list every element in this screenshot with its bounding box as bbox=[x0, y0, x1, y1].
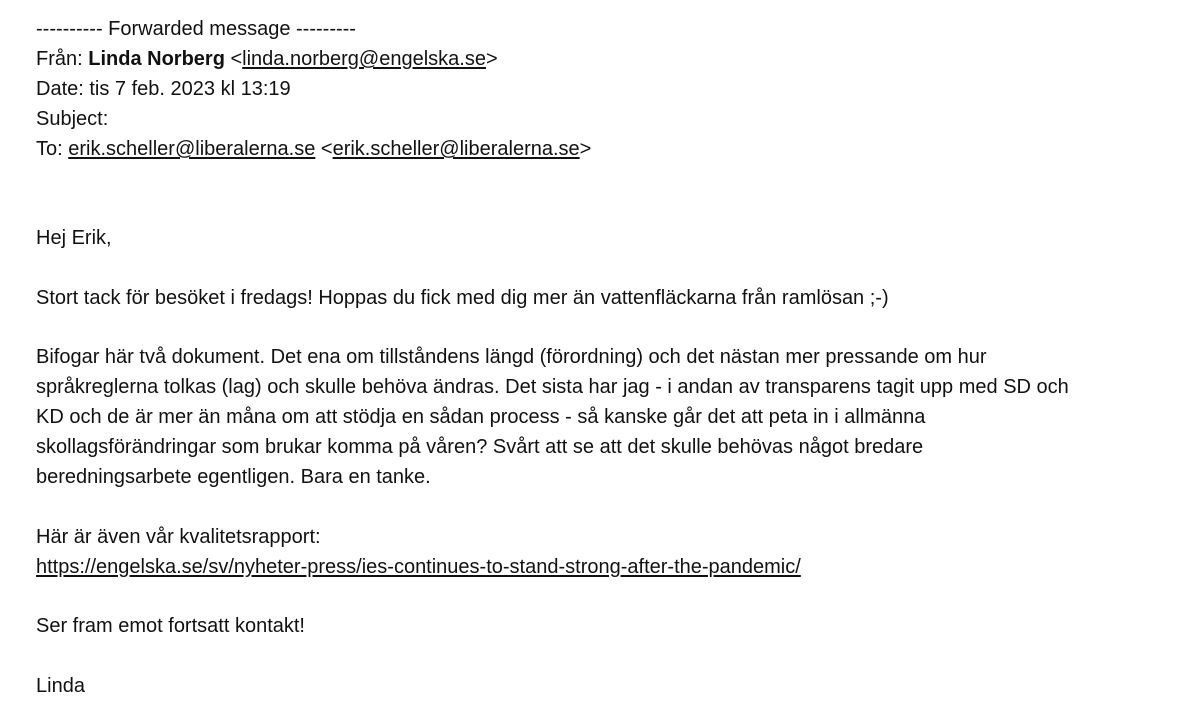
from-close-bracket: > bbox=[485, 48, 498, 70]
paragraph-thanks: Stort tack för besöket i fredags! Hoppas du fick med dig mer än vattenfläckarna från ramlösan ;-) bbox=[36, 287, 889, 309]
paragraph-line: språkreglerna tolkas (lag) och skulle behöva ändras. Det sista har jag - i andan av transparens tagit upp med SD och bbox=[36, 376, 1069, 398]
subject-label: Subject: bbox=[36, 108, 109, 130]
from-email-link[interactable]: linda.norberg@engelska.se bbox=[242, 48, 486, 70]
subject-row bbox=[36, 107, 108, 132]
to-label: To: bbox=[36, 138, 63, 160]
paragraph-line: Bifogar här två dokument. Det ena om tillståndens längd (förordning) och det nästan mer pressande om hur bbox=[36, 346, 987, 368]
from-open-bracket: < bbox=[230, 48, 243, 70]
from-row bbox=[36, 47, 498, 72]
from-label: Från: bbox=[36, 48, 83, 70]
date-label: Date: bbox=[36, 78, 84, 100]
signature: Linda bbox=[36, 675, 85, 697]
to-row bbox=[36, 137, 591, 162]
date-row bbox=[36, 77, 291, 102]
forwarded-divider: ---------- Forwarded message --------- bbox=[36, 18, 356, 40]
to-open-bracket: < bbox=[320, 138, 333, 160]
closing-line: Ser fram emot fortsatt kontakt! bbox=[36, 615, 305, 637]
quality-intro: Här är även vår kvalitetsrapport: bbox=[36, 526, 321, 548]
to-email-link-2[interactable]: erik.scheller@liberalerna.se bbox=[332, 138, 580, 160]
greeting: Hej Erik, bbox=[36, 227, 112, 249]
to-email-link[interactable]: erik.scheller@liberalerna.se bbox=[68, 138, 316, 160]
quality-report-link[interactable]: https://engelska.se/sv/nyheter-press/ies-continues-to-stand-strong-after-the-pandemic/ bbox=[36, 556, 801, 578]
paragraph-line: KD och de är mer än måna om att stödja en sådan process - så kanske går det att peta in i allmänna bbox=[36, 406, 926, 428]
date-value: tis 7 feb. 2023 kl 13:19 bbox=[89, 78, 291, 100]
paragraph-documents bbox=[36, 345, 1176, 495]
paragraph-line: skollagsförändringar som brukar komma på våren? Svårt att se att det skulle behövas något bredare bbox=[36, 436, 924, 458]
to-close-bracket: > bbox=[579, 138, 592, 160]
from-name: Linda Norberg bbox=[88, 48, 225, 70]
paragraph-line: beredningsarbete egentligen. Bara en tanke. bbox=[36, 466, 431, 488]
